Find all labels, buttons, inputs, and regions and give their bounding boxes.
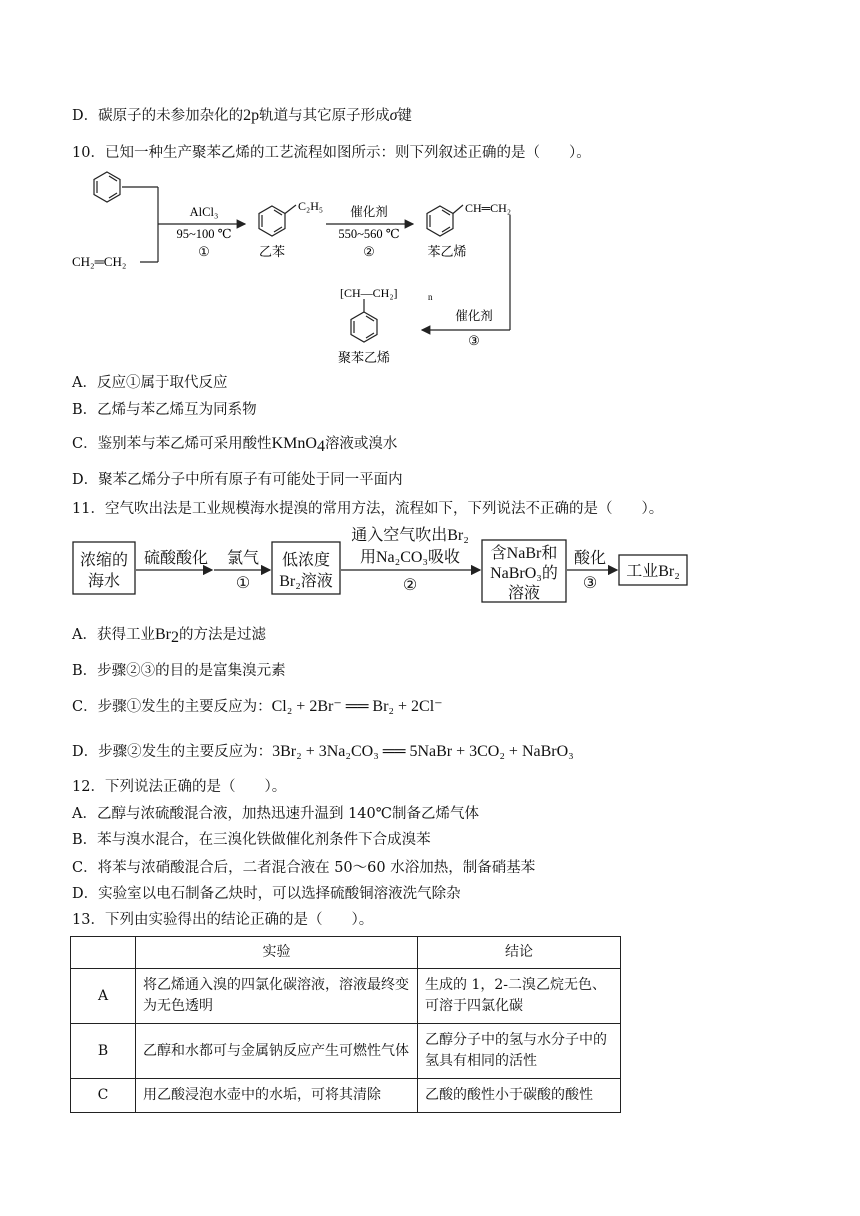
step3-label: ③ [468, 333, 480, 348]
row-experiment: 将乙烯通入溴的四氯化碳溶液，溶液最终变为无色透明 [136, 969, 418, 1024]
q11-option-c-pre: C．步骤①发生的主要反应为： [72, 699, 272, 715]
q10-option-c-post: 溶液或溴水 [324, 436, 398, 452]
flow-step1: ① [235, 575, 251, 592]
q11-option-c [72, 697, 443, 717]
q11-option-d-pre: D．步骤②发生的主要反应为： [72, 744, 273, 760]
q10-option-c [72, 434, 397, 454]
product3-name: 聚苯乙烯 [337, 350, 391, 365]
polymer-n: n [428, 292, 433, 302]
table-header-blank [71, 937, 136, 969]
ethyl-group: C₂H₅ [298, 199, 324, 213]
row-label: B [71, 1024, 136, 1079]
q9-option-d [72, 106, 412, 126]
cond2-top: 催化剂 [350, 205, 388, 219]
q10-option-d: D．聚苯乙烯分子中所有原子有可能处于同一平面内 [72, 472, 403, 488]
polymer-unit: [CH—CH₂] [340, 286, 398, 300]
flow-box3-line1: 含NaBr和 [490, 545, 558, 562]
q11-br: Br [154, 626, 171, 643]
table-row [71, 969, 621, 1024]
row-conclusion: 乙酸的酸性小于碳酸的酸性 [418, 1079, 621, 1113]
q10-process-diagram [60, 162, 540, 372]
q9-option-d-end: 键 [397, 108, 413, 124]
step2-label: ② [363, 244, 375, 259]
product1-name: 乙苯 [258, 244, 286, 259]
q12-stem: 12．下列说法正确的是（ ）。 [72, 779, 287, 795]
cond3-top: 催化剂 [455, 309, 493, 323]
flow-box1-line2: 海水 [87, 573, 121, 590]
ethylbenzene-ring-icon [259, 205, 296, 236]
q11-br-sub: 2 [170, 629, 179, 646]
q10-kmno4-sub: 4 [316, 438, 325, 455]
q11-option-c-equation: Cl₂ + 2Br⁻ ══ Br₂ + 2Cl⁻ [271, 698, 443, 715]
q12-option-a: A．乙醇与浓硫酸混合液，加热迅速升温到 140℃制备乙烯气体 [72, 806, 479, 822]
table-row [71, 1079, 621, 1113]
q12-option-d: D．实验室以电石制备乙炔时，可以选择硫酸铜溶液洗气除杂 [72, 886, 461, 902]
flow-box1-line1: 浓缩的 [79, 552, 129, 569]
flow-box4: 工业Br₂ [626, 563, 680, 580]
q11-option-a-post: 的方法是过滤 [178, 627, 266, 643]
flow-arrow2-label: 氯气 [226, 550, 260, 567]
q13-stem: 13．下列由实验得出的结论正确的是（ ）。 [72, 912, 374, 928]
q10-option-b: B．乙烯与苯乙烯互为同系物 [72, 402, 257, 418]
q11-flow-diagram [70, 522, 694, 606]
q11-stem: 11．空气吹出法是工业规模海水提溴的常用方法，流程如下，下列说法不正确的是（ ）。 [72, 501, 664, 517]
flow-step3: ③ [582, 575, 598, 592]
flow-step2: ② [402, 577, 418, 594]
q12-option-c: C．将苯与浓硝酸混合后，二者混合液在 50～60 水浴加热，制备硝基苯 [72, 860, 536, 876]
step1-label: ① [198, 244, 210, 259]
row-label: C [71, 1079, 136, 1113]
table-row [71, 1024, 621, 1079]
q10-kmno4: KMnO [271, 435, 317, 452]
table-header-row [71, 937, 621, 969]
q10-stem: 10．已知一种生产聚苯乙烯的工艺流程如图所示：则下列叙述正确的是（ ）。 [72, 145, 591, 161]
cond1-top: AlCl₃ [189, 205, 219, 219]
cond2-bottom: 550~560 ℃ [338, 227, 400, 241]
vinyl-group: CH═CH₂ [465, 201, 512, 215]
q10-option-a: A．反应①属于取代反应 [72, 375, 228, 391]
flow-arrow4-label: 酸化 [573, 550, 607, 567]
q11-option-a [72, 625, 266, 645]
product2-name: 苯乙烯 [427, 244, 467, 259]
q9-option-d-mid: 轨道与其它原子形成 [259, 108, 390, 124]
cond1-bottom: 95~100 ℃ [176, 227, 232, 241]
benzene-ring-icon [94, 172, 120, 202]
q11-option-b: B．步骤②③的目的是富集溴元素 [72, 663, 286, 679]
flow-arrow3-label1: 通入空气吹出Br₂ [351, 527, 469, 544]
table-header-experiment: 实验 [136, 937, 418, 969]
flow-arrow3-label2: 用Na₂CO₃吸收 [359, 549, 461, 566]
table-header-conclusion: 结论 [418, 937, 621, 969]
flow-box2-line2: Br₂溶液 [279, 573, 333, 590]
q9-orbital: 2p [243, 107, 260, 124]
flow-box3-line2: NaBrO₃的 [490, 565, 558, 582]
row-conclusion: 生成的 1，2-二溴乙烷无色、可溶于四氯化碳 [418, 969, 621, 1024]
q11-option-d [72, 742, 574, 762]
q12-option-b: B．苯与溴水混合，在三溴化铁做催化剂条件下合成溴苯 [72, 832, 431, 848]
ethylene-formula: CH₂═CH₂ [72, 254, 127, 269]
row-experiment: 用乙酸浸泡水壶中的水垢，可将其清除 [136, 1079, 418, 1113]
flow-box2-line1: 低浓度 [281, 552, 331, 569]
q9-option-d-text: D．碳原子的未参加杂化的 [72, 108, 244, 124]
polystyrene-ring-icon [351, 299, 377, 342]
q11-option-d-equation: 3Br₂ + 3Na₂CO₃ ══ 5NaBr + 3CO₂ + NaBrO₃ [272, 743, 574, 760]
styrene-ring-icon [427, 205, 463, 236]
q13-table [70, 936, 621, 1113]
row-label: A [71, 969, 136, 1024]
q11-option-a-pre: A．获得工业 [72, 627, 155, 643]
row-conclusion: 乙醇分子中的氢与水分子中的氢具有相同的活性 [418, 1024, 621, 1079]
flow-box3-line3: 溶液 [507, 585, 541, 602]
q9-sigma: σ [389, 107, 398, 124]
q10-option-c-pre: C．鉴别苯与苯乙烯可采用酸性 [72, 436, 272, 452]
row-experiment: 乙醇和水都可与金属钠反应产生可燃性气体 [136, 1024, 418, 1079]
flow-arrow1-label: 硫酸酸化 [143, 550, 209, 567]
